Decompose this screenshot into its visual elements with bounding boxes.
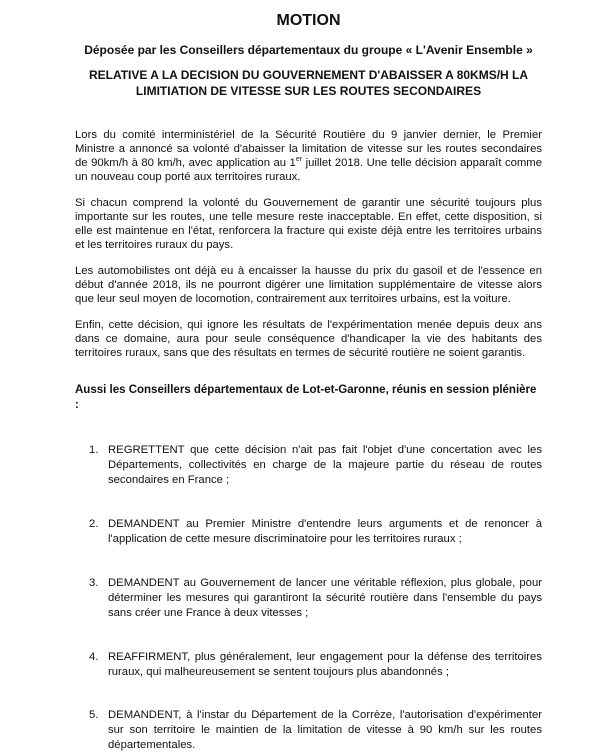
list-item-number: 4. xyxy=(89,651,99,663)
list-item-text: REGRETTENT que cette décision n'ait pas fait l'objet d'une concertation avec les Départements, collectivités en charge de la majeure partie du réseau de routes secondaires en France ; xyxy=(108,444,542,486)
list-item xyxy=(75,708,542,753)
document-title: MOTION xyxy=(276,12,341,29)
resolution-intro: Aussi les Conseillers départementaux de Lot-et-Garonne, réunis en session plénière : xyxy=(75,384,537,411)
document-heading: RELATIVE A LA DECISION DU GOUVERNEMENT D'ABAISSER A 80KMS/H LA LIMITIATION DE VITESSE SUR LES ROUTES SECONDAIRES xyxy=(88,68,529,98)
list-item-text: DEMANDENT au Gouvernement de lancer une véritable réflexion, plus globale, pour déterminer les mesures qui garantiront la sécurité routière dans l'ensemble du pays sans créer une France à deux vitesses ; xyxy=(108,577,542,619)
list-item xyxy=(75,443,542,488)
list-item-number: 5. xyxy=(89,709,99,721)
list-item-text: DEMANDENT, à l'instar du Département de la Corrèze, l'autorisation d'expérimenter sur son territoire le maintien de la limitation de vitesse à 90 km/h sur les routes départementales. xyxy=(108,709,542,751)
list-item-number: 2. xyxy=(89,518,99,530)
paragraph-2: Si chacun comprend la volonté du Gouvernement de garantir une sécurité toujours plus importante sur les routes, une telle mesure reste inacceptable. En effet, cette disposition, si elle est maintenue en l'état, renforcera la fracture qui existe déjà entre les territoires urbains et les territoires ruraux du pays. xyxy=(75,197,542,251)
list-item xyxy=(75,517,542,547)
list-item-number: 3. xyxy=(89,577,99,589)
list-item-text: DEMANDENT au Premier Ministre d'entendre leurs arguments et de renoncer à l'application de cette mesure discriminatoire pour les territoires ruraux ; xyxy=(108,518,542,545)
paragraph-1-text-start: Lors du comité interministériel de la Sécurité Routière du 9 janvier dernier, le Premier Ministre a annoncé sa volonté d'abaisser la limitation de vitesse sur les routes secondaires de 90km/h à 80 km/h, avec application au 1 xyxy=(75,129,542,169)
list-item xyxy=(75,650,542,680)
paragraph-3: Les automobilistes ont déjà eu à encaisser la hausse du prix du gasoil et de l'essence en début d'année 2018, ils ne pourront digérer une limitation supplémentaire de vitesse alors que leur seul moyen de locomotion, contrairement aux territoires urbains, est la voiture. xyxy=(75,265,542,305)
resolution-list xyxy=(75,443,542,753)
paragraph-4: Enfin, cette décision, qui ignore les résultats de l'expérimentation menée depuis deux ans dans ce domaine, aura pour seule conséquence d'handicaper la vie des habitants des territoires ruraux, sans que des résultats en termes de sécurité routière ne soient garantis. xyxy=(75,319,542,359)
document-subtitle: Déposée par les Conseillers départementaux du groupe « L'Avenir Ensemble » xyxy=(84,43,533,57)
list-item-text: REAFFIRMENT, plus généralement, leur engagement pour la défense des territoires ruraux, qui malheureusement se sentent toujours plus abandonnés ; xyxy=(108,651,542,678)
list-item-number: 1. xyxy=(89,444,99,456)
ordinal-superscript: er xyxy=(295,156,303,164)
list-item xyxy=(75,576,542,621)
paragraph-1-text-end: juillet 2018. Une telle décision apparaît comme un nouveau coup porté aux territoires ruraux. xyxy=(75,157,542,183)
paragraph-1 xyxy=(75,128,542,184)
